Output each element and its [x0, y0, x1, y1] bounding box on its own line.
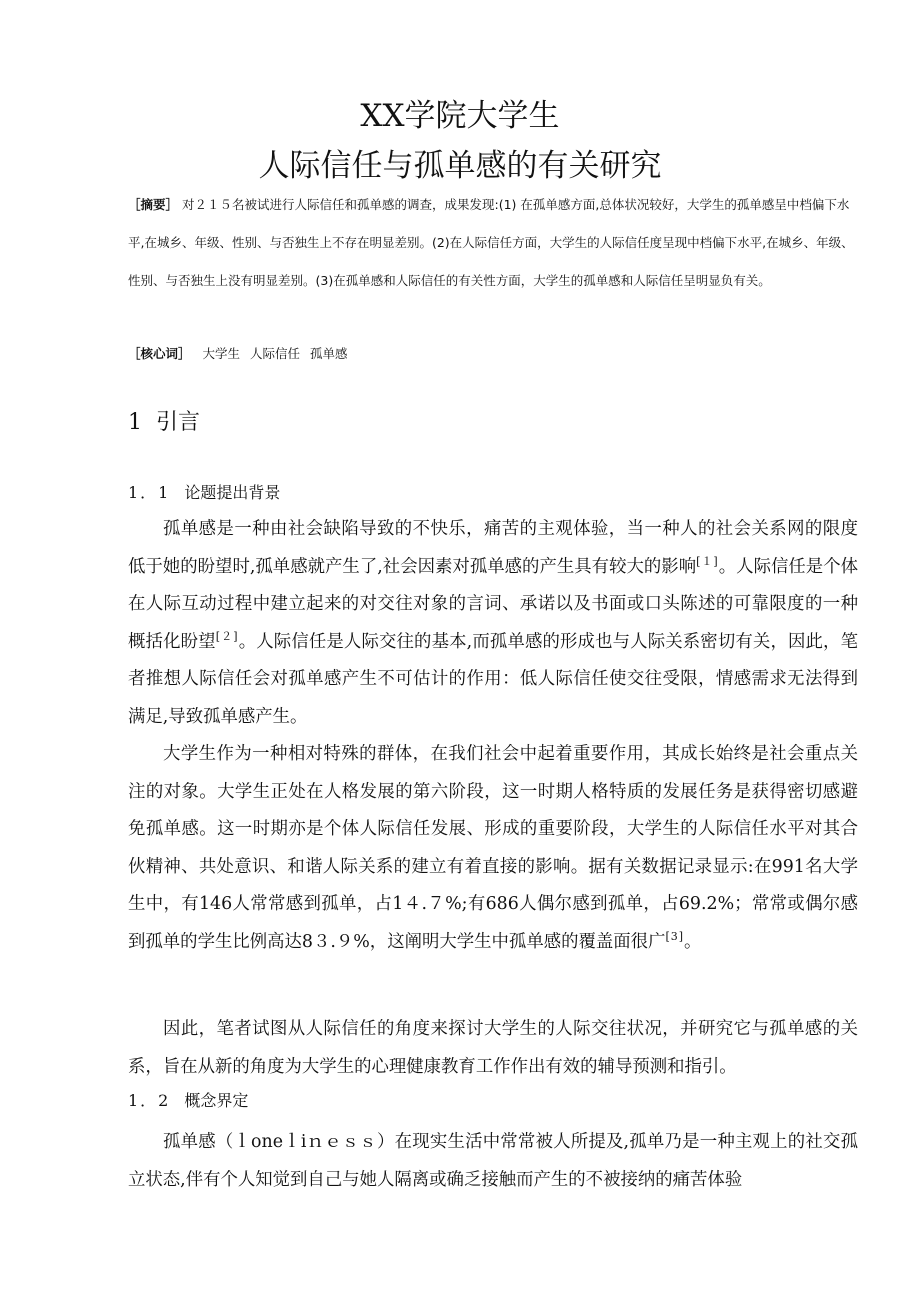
- section-number: 1: [128, 410, 142, 435]
- paragraph: 因此，笔者试图从人际信任的角度来探讨大学生的人际交往状况，并研究它与孤单感的关系，旨在从新的角度为大学生的心理健康教育工作作出有效的辅导预测和指引。: [128, 1019, 858, 1077]
- title-line-2: 人际信任与孤单感的有关研究: [258, 148, 662, 184]
- paragraph: [128, 736, 858, 961]
- keywords: [128, 340, 858, 368]
- abstract-text: 对２１５名被试进行人际信任和孤单感的调查，成果发现:(1) 在孤单感方面,总体状况较好，大学生的孤单感呈中档偏下水平,在城乡、年级、性别、与否独生上不存在明显差别。(2)在人际信任方面，大学生的人际信任度呈现中档偏下水平,在城乡、年级、性别、与否独生上没有明显差别。(3)在孤单感和人际信任的有关性方面，大学生的孤单感和人际信任呈明显负有关。: [128, 197, 854, 288]
- subsection-title: 概念界定: [184, 1091, 249, 1110]
- paragraph: 孤单感（ｌoneｌiｎｅｓｓ）在现实生活中常常被人所提及,孤单乃是一种主观上的社交孤立状态,伴有个人知觉到自己与她人隔离或确乏接触而产生的不被接纳的痛苦体验: [128, 1132, 858, 1190]
- paragraph-text: 大学生作为一种相对特殊的群体，在我们社会中起着重要作用，其成长始终是社会重点关注的对象。大学生正处在人格发展的第六阶段，这一时期人格特质的发展任务是获得密切感避免孤单感。这一时期亦是个体人际信任发展、形成的重要阶段，大学生的人际信任水平对其合伙精神、共处意识、和谐人际关系的建立有着直接的影响。据有关数据记录显示:在991名大学生中，有146人常常感到孤单，占1４.７%;有686人偶尔感到孤单，占69.2%；常常或偶尔感到孤单的学生比例高达8３.９%，这阐明大学生中孤单感的覆盖面很广: [128, 744, 858, 952]
- subsection-heading-1-1: [128, 480, 280, 503]
- paragraph-text: 。人际信任是个体在人际互动过程中建立起来的对交往对象的言词、承诺以及书面或口头陈述的可靠限度的一种概括化盼望: [128, 556, 858, 652]
- abstract: [128, 186, 858, 300]
- subsection-number: 1．2: [128, 1091, 171, 1110]
- paragraph-text: 。: [684, 931, 702, 952]
- section-title: 引言: [156, 410, 201, 435]
- keyword: 孤单感: [310, 346, 348, 361]
- keywords-label: ［核心词］: [128, 346, 191, 361]
- title-line-1: XX学院大学生: [360, 98, 560, 134]
- abstract-label: ［摘要］: [128, 197, 179, 212]
- subsection-number: 1．1: [128, 483, 171, 502]
- citation-ref: [２]: [215, 629, 239, 643]
- subsection-title: 论题提出背景: [184, 483, 281, 502]
- keyword: 大学生: [202, 346, 241, 361]
- section-heading-1: [128, 405, 200, 436]
- citation-ref: [3]: [665, 929, 685, 943]
- paragraph-text: 。人际信任是人际交往的基本,而孤单感的形成也与人际关系密切有关，因此，笔者推想人际信任会对孤单感产生不可估计的作用：低人际信任使交往受限，情感需求无法得到满足,导致孤单感产生。: [128, 631, 858, 727]
- citation-ref: [１]: [696, 554, 719, 568]
- keyword: 人际信任: [250, 346, 301, 361]
- paragraph: [128, 511, 858, 736]
- paragraph-text: 孤单感是一种由社会缺陷导致的不快乐，痛苦的主观体验，当一种人的社会关系网的限度低于她的盼望时,孤单感就产生了,社会因素对孤单感的产生具有较大的影响: [128, 519, 858, 577]
- subsection-heading-1-2: [128, 1088, 248, 1111]
